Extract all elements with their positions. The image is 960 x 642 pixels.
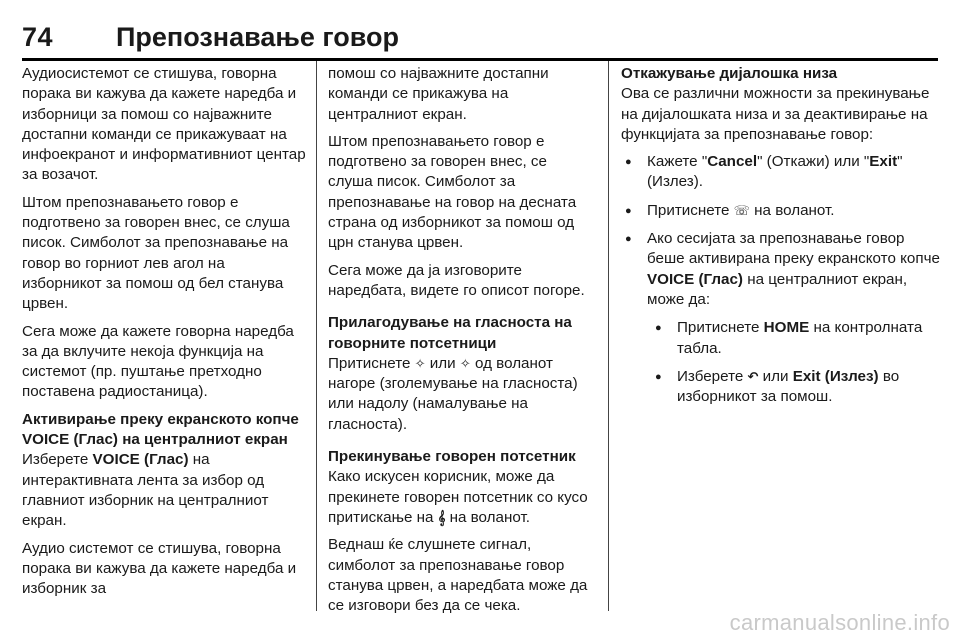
header-rule bbox=[22, 58, 938, 61]
page-header bbox=[22, 22, 942, 58]
sub-bullet-list bbox=[647, 318, 943, 407]
paragraph: Притиснете ✧ или ✧ од воланот нагоре (зголемување на гласноста) или надолу (намалување на гласноста). bbox=[328, 354, 578, 433]
paragraph: Сега може да ја изговорите наредбата, видете го описот погоре. bbox=[328, 261, 585, 299]
column-2 bbox=[328, 64, 594, 623]
paragraph: Изберете VOICE (Глас) на интерактивната лента за избор од главниот изборник на централниот екран. bbox=[22, 451, 269, 530]
back-arrow-icon: ↶ bbox=[747, 368, 759, 384]
section-heading: Активирање преку екранското копче VOICE (Глас) на централниот екран bbox=[22, 410, 299, 449]
page-title: Препознавање говор bbox=[116, 22, 399, 52]
watermark: carmanualsonline.info bbox=[729, 610, 950, 635]
paragraph: Аудио системот се стишува, говорна порака ви кажува да кажете наредба и изборник за bbox=[22, 539, 297, 598]
volume-down-icon: ✧ bbox=[459, 355, 471, 371]
list-item: ● Ако сесијата за препознавање говор беше активирана преку екранското копче VOICE (Глас) на централниот екран, може да: ● Притиснете HOME на контролната табла. ● Изберете ↶ или Exit (Излез) во изборникот за помош. bbox=[621, 229, 943, 407]
list-item: ● Кажете "Cancel" (Откажи) или "Exit" (Излез). bbox=[621, 152, 943, 193]
paragraph: Ова се различни можности за прекинување на дијалошката низа и за деактивирање на функцијата за препознавање говор: bbox=[621, 85, 930, 143]
column-3 bbox=[621, 64, 943, 415]
paragraph: Сега може да кажете говорна наредба за да вклучите некоја функција на системот (пр. пуштање претходно поставена радиостаница). bbox=[22, 322, 294, 401]
paragraph: помош со најважните достапни команди се прикажува на централниот екран. bbox=[328, 65, 549, 123]
voice-control-icon: 𝄞 bbox=[437, 509, 446, 525]
paragraph: Штом препознавањето говор е подготвено за говорен внес, се слуша писок. Симболот за препознавање на говор во горниот лев агол на изборникот за помош од бел станува црвен. bbox=[22, 193, 290, 313]
column-divider-1 bbox=[316, 61, 317, 611]
bullet-list bbox=[621, 152, 943, 407]
paragraph: Штом препознавањето говор е подготвено за говорен внес, се слуша писок. Симболот за препознавање на говор на десната страна од изборникот за помош од црн станува црвен. bbox=[328, 132, 577, 252]
phone-hangup-icon: ☏ bbox=[733, 202, 750, 218]
volume-up-icon: ✧ bbox=[414, 355, 426, 371]
paragraph: Како искусен корисник, може да прекинете говорен потсетник со кусо притискање на 𝄞 на воланот. bbox=[328, 467, 594, 528]
section-heading: Прекинување говорен потсетник bbox=[328, 448, 576, 466]
paragraph: Аудиосистемот се стишува, говорна порака ви кажува да кажете наредба и изборници за помош со најважните достапни команди се прикажуваат на инфоекранот и информативниот центар за возачот. bbox=[22, 65, 306, 184]
list-item: ● Изберете ↶ или Exit (Излез) во изборникот за помош. bbox=[647, 367, 943, 408]
paragraph: Веднаш ќе слушнете сигнал, симболот за препознавање говор станува црвен, а наредбата може да се изговори без да се чека. bbox=[328, 536, 588, 615]
column-divider-2 bbox=[608, 61, 609, 611]
section-heading: Откажување дијалошка низа bbox=[621, 65, 838, 82]
page-number: 74 bbox=[22, 22, 54, 52]
list-item: ● Притиснете HOME на контролната табла. bbox=[647, 318, 943, 359]
column-1 bbox=[22, 64, 306, 606]
list-item: ● Притиснете ☏ на воланот. bbox=[621, 201, 943, 221]
section-heading: Прилагодување на гласноста на говорните потсетници bbox=[328, 314, 572, 352]
